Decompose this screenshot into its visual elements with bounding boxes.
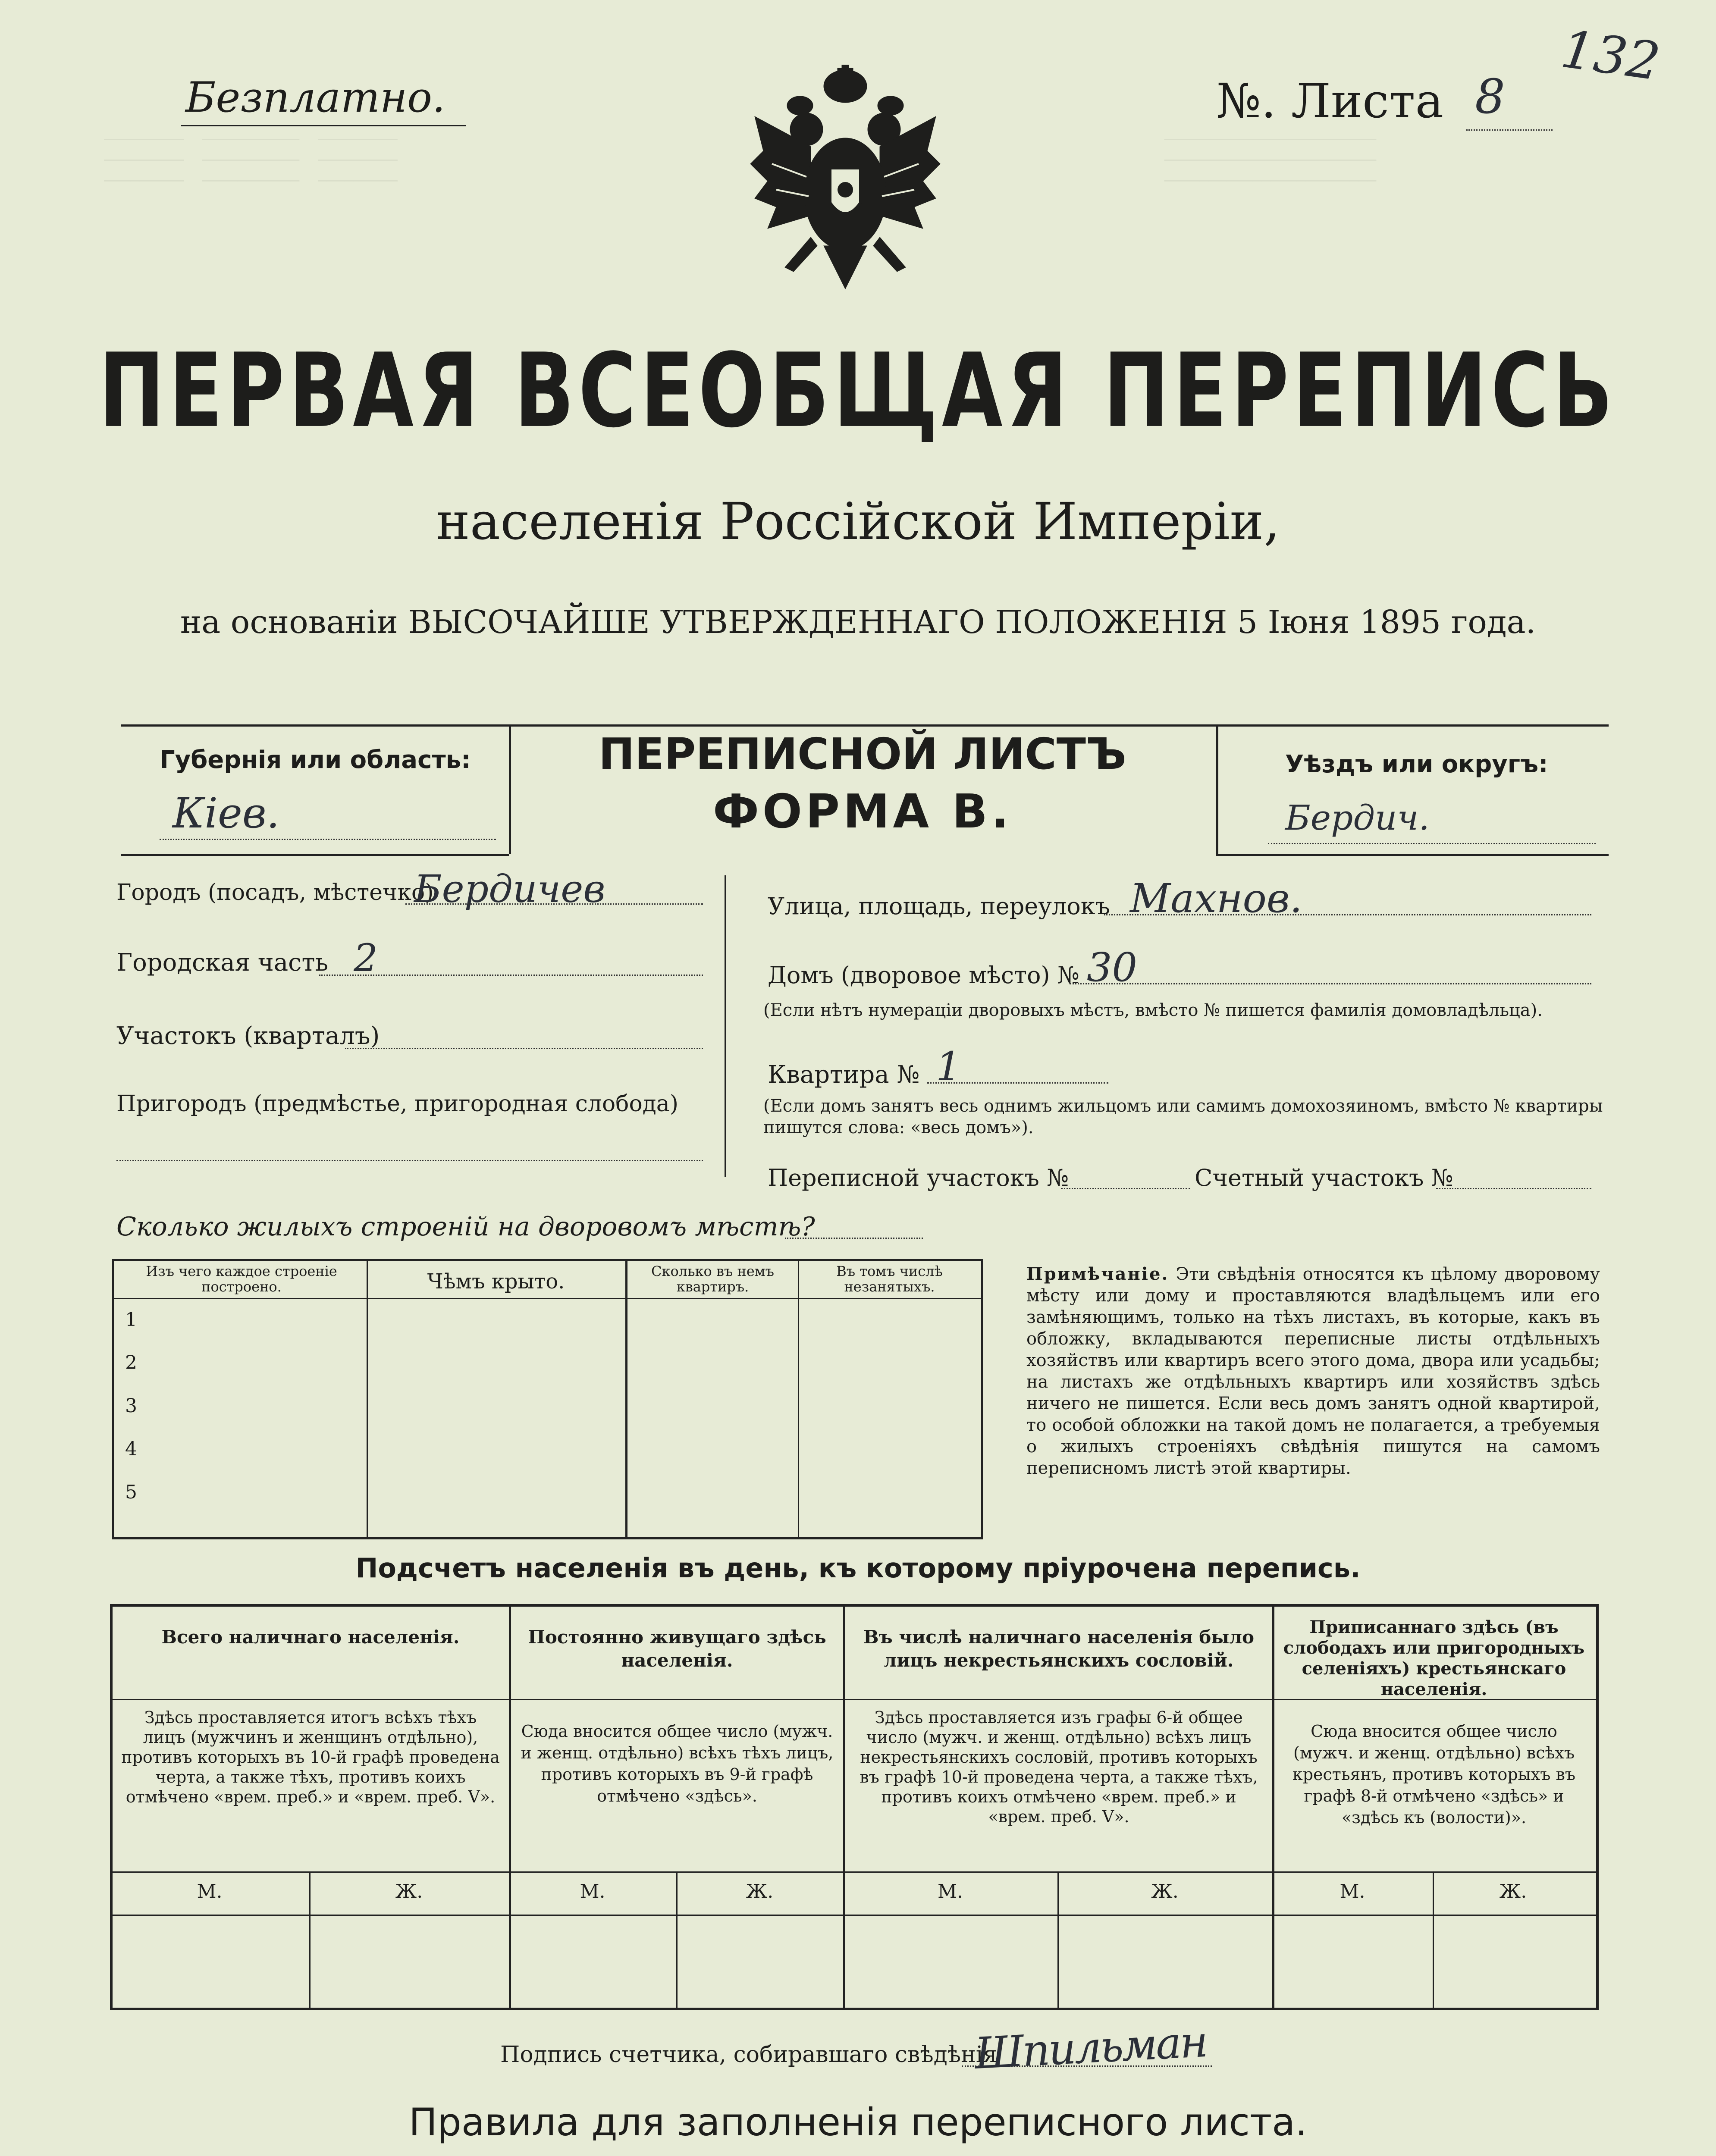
uezd-value[interactable]: Бердич. — [1285, 798, 1430, 838]
city-part-value[interactable]: 2 — [354, 936, 378, 980]
count-table-title: Подсчетъ населенія въ день, къ которому пріурочена перепись. — [355, 1552, 1361, 1584]
street-value[interactable]: Махнов. — [1130, 875, 1302, 921]
count-col2-male-label: М. — [580, 1880, 605, 1902]
house-note: (Если нѣтъ нумераціи дворовыхъ мѣстъ, вмѣсто № пишется фамилія домовладѣльца). — [763, 1000, 1543, 1020]
count-col3-desc: Здѣсь проставляется изъ графы 6-й общее число (мужч. и женщ. отдѣльно) всѣхъ лицъ некрестьянскихъ сословій, противъ которыхъ въ графѣ 10-й проведена черта, а также тѣхъ, противъ коихъ отмѣчено «врем. преб.» и «врем. преб. V». — [860, 1708, 1258, 1826]
buildings-col-vacant: Въ томъ числѣ незанятыхъ. — [836, 1263, 943, 1295]
apartment-label: Квартира № — [768, 1061, 920, 1089]
note-text: Эти свѣдѣнія относятся къ цѣлому дворовому мѣсту или дому и проставляются владѣльцемъ или его замѣняющимъ, только на тѣхъ листахъ, въ которые, какъ въ обложку, вкладываются переписные листы отдѣльныхъ хозяйствъ или квартиръ всего этого дома, двора или усадьбы; на листахъ же отдѣльныхъ квартиръ или хозяйствъ здѣсь ничего не пишется. Если весь домъ занятъ одной квартирой, то особой обложки на такой домъ не полагается, а требуемыя о жилыхъ строеніяхъ свѣдѣнія пишутся на самомъ переписномъ листѣ этой квартиры. — [1026, 1264, 1600, 1478]
buildings-table — [112, 1259, 983, 1539]
suburb-label: Пригородъ (предмѣстье, пригородная слобода) — [116, 1091, 679, 1117]
apartment-note: (Если домъ занятъ весь однимъ жильцомъ или самимъ домохозяиномъ, вмѣсто № квартиры пишутся слова: «весь домъ»). — [763, 1096, 1603, 1138]
count-col4-desc: Сюда вносится общее число (мужч. и женщ. отдѣльно) всѣхъ крестьянъ, противъ которыхъ въ графѣ 8-й отмѣчено «здѣсь» и «здѣсь къ (волости)». — [1292, 1722, 1576, 1827]
free-label: Безплатно. — [185, 73, 445, 122]
bleed-through-text-right: ──────────────────────── ──────────────────────── ──────────────────────── — [1164, 131, 1377, 190]
buildings-col-apartments: Сколько въ немъ квартиръ. — [651, 1263, 774, 1295]
apartment-value[interactable]: 1 — [936, 1044, 961, 1090]
buildings-row-number: 4 — [125, 1438, 137, 1460]
census-legal-basis: на основаніи ВЫСОЧАЙШЕ УТВЕРЖДЕННАГО ПОЛОЖЕНІЯ 5 Іюня 1895 года. — [180, 604, 1536, 641]
rules-title: Правила для заполненія переписного листа. — [408, 2100, 1308, 2144]
double-headed-eagle-icon — [746, 65, 944, 306]
signature-label: Подпись счетчика, собиравшаго свѣдѣнія — [500, 2042, 998, 2068]
bleed-through-text: ───────── ─────────── ───────── ───────── ─────────── ───────── ───────── ─────────── ───────── — [104, 131, 398, 190]
gubernia-value[interactable]: Кіев. — [173, 789, 280, 837]
census-subtitle: населенія Россійской Имперіи, — [436, 492, 1280, 551]
imperial-eagle-emblem — [746, 65, 944, 306]
signature-value: Шпильман — [973, 2016, 1208, 2079]
buildings-row-number: 3 — [125, 1395, 137, 1417]
city-label: Городъ (посадъ, мѣстечко) — [116, 880, 434, 906]
gubernia-label: Губернія или область: — [160, 746, 471, 774]
form-heading: ПЕРЕПИСНОЙ ЛИСТЪ — [599, 729, 1126, 779]
count-col2-desc: Сюда вносится общее число (мужч. и женщ. отдѣльно) всѣхъ тѣхъ лицъ, противъ которыхъ въ 9-й графѣ отмѣчено «здѣсь». — [521, 1722, 834, 1805]
count-col4-female-label: Ж. — [1499, 1880, 1527, 1902]
note-block — [1026, 1263, 1600, 1479]
district-label: Участокъ (кварталъ) — [116, 1022, 380, 1050]
city-value[interactable]: Бердичев — [414, 867, 605, 911]
count-col1-male-label: М. — [197, 1880, 223, 1902]
count-col4-male-label: М. — [1340, 1880, 1365, 1902]
form-type-label: ФОРМА В. — [712, 785, 1013, 839]
census-title: ПЕРВАЯ ВСЕОБЩАЯ ПЕРЕПИСЬ — [99, 331, 1617, 450]
census-area-label: Переписной участокъ № — [768, 1164, 1069, 1191]
buildings-question: Сколько жилыхъ строеній на дворовомъ мѣстѣ? — [116, 1212, 815, 1242]
buildings-row-number: 1 — [125, 1309, 137, 1331]
count-area-label: Счетный участокъ № — [1195, 1164, 1453, 1191]
uezd-label: Уѣздъ или округъ: — [1285, 750, 1548, 778]
house-value[interactable]: 30 — [1087, 944, 1138, 990]
street-label: Улица, площадь, переулокъ — [768, 893, 1110, 920]
corner-archive-number: 132 — [1557, 19, 1664, 93]
count-col2-head: Постоянно живущаго здѣсь населенія. — [528, 1626, 826, 1671]
buildings-row-number: 2 — [125, 1352, 137, 1374]
count-col3-head: Въ числѣ наличнаго населенія было лицъ некрестьянскихъ сословій. — [863, 1626, 1255, 1671]
count-col4-head: Приписаннаго здѣсь (въ слободахъ или пригородныхъ селеніяхъ) крестьянскаго населенія. — [1283, 1617, 1585, 1699]
count-col3-male-label: М. — [937, 1880, 963, 1902]
count-col1-desc: Здѣсь проставляется итогъ всѣхъ тѣхъ лицъ (мужчинъ и женщинъ отдѣльно), противъ которыхъ въ 10-й графѣ проведена черта, а также тѣхъ, противъ коихъ отмѣчено «врем. преб.» и «врем. преб. V». — [121, 1708, 500, 1806]
count-col1-head: Всего наличнаго населенія. — [161, 1626, 460, 1648]
count-col2-female-label: Ж. — [746, 1880, 774, 1902]
buildings-col-material: Изъ чего каждое строеніе построено. — [146, 1263, 337, 1295]
city-part-label: Городская часть — [116, 949, 328, 977]
note-title: Примѣчаніе. — [1026, 1264, 1169, 1284]
buildings-col-roof: Чѣмъ крыто. — [427, 1269, 565, 1294]
buildings-row-number: 5 — [125, 1481, 137, 1503]
count-col1-female-label: Ж. — [395, 1880, 423, 1902]
sheet-number-label: №. Листа — [1216, 73, 1444, 128]
count-col3-female-label: Ж. — [1151, 1880, 1179, 1902]
house-label: Домъ (дворовое мѣсто) № — [768, 962, 1079, 989]
sheet-number-value: 8 — [1475, 69, 1505, 124]
